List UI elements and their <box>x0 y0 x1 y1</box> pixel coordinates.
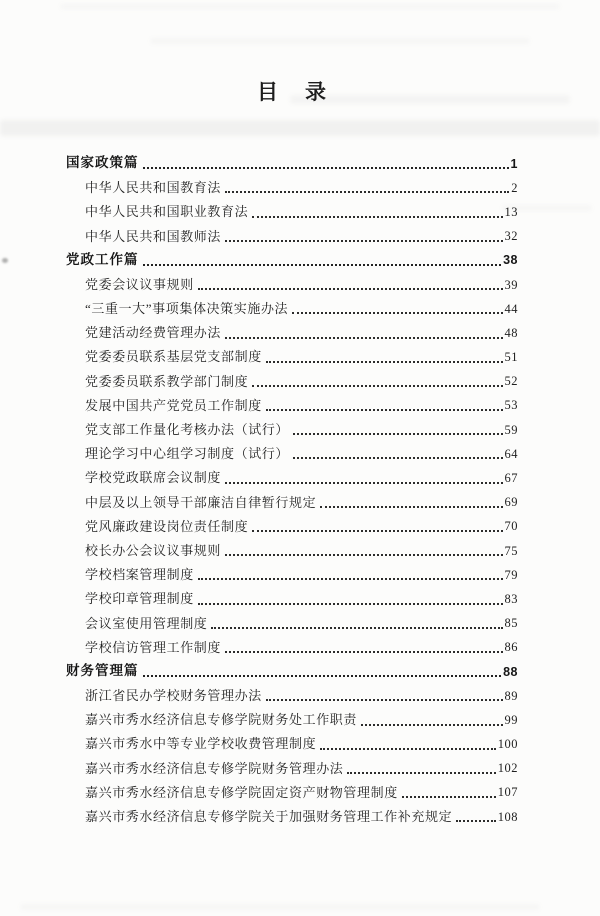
dot-leader <box>456 820 496 822</box>
toc-entry-label: 学校党政联席会议制度 <box>85 470 222 486</box>
dot-leader <box>402 796 496 798</box>
dot-leader <box>143 675 502 677</box>
dot-leader <box>252 385 502 387</box>
toc-entry-label: 党委委员联系基层党支部制度 <box>85 349 262 365</box>
dot-leader <box>225 191 509 193</box>
toc-entry-label: 校长办公会议议事规则 <box>85 542 222 558</box>
toc-row <box>66 438 518 462</box>
toc-row <box>66 342 518 366</box>
toc-entry-page: 32 <box>504 229 518 244</box>
toc-row <box>66 680 518 704</box>
toc-entry-label: 浙江省民办学校财务管理办法 <box>85 688 262 704</box>
dot-leader <box>225 651 502 653</box>
scan-noise <box>150 38 530 44</box>
dot-leader <box>143 264 502 266</box>
dot-leader <box>143 167 509 169</box>
toc-entry-page: 48 <box>504 325 518 340</box>
toc-row <box>66 583 518 607</box>
toc-entry-label: 理论学习中心组学习制度（试行） <box>85 446 290 462</box>
dot-leader <box>225 337 502 339</box>
toc-row <box>66 414 518 438</box>
dot-leader <box>252 216 502 218</box>
dot-leader <box>225 482 502 484</box>
toc-entry-label: 会议室使用管理制度 <box>85 615 208 631</box>
toc-entry-page: 85 <box>504 616 518 631</box>
toc-entry-page: 89 <box>504 688 518 703</box>
toc-entry-label: 国家政策篇 <box>66 155 139 171</box>
dot-leader <box>266 409 503 411</box>
toc-entry-page: 79 <box>504 567 518 582</box>
dot-leader <box>320 506 502 508</box>
toc-entry-page: 70 <box>504 519 518 534</box>
toc-entry-page: 44 <box>504 301 518 316</box>
toc-entry-label: 党委会议议事规则 <box>85 276 194 292</box>
toc-row <box>66 245 518 269</box>
toc-row <box>66 535 518 559</box>
toc-row <box>66 608 518 632</box>
toc-entry-page: 59 <box>504 422 518 437</box>
toc-entry-page: 88 <box>503 664 518 679</box>
toc-entry-label: 学校信访管理工作制度 <box>85 639 222 655</box>
scan-noise <box>60 4 560 9</box>
toc-entry-page: 83 <box>504 591 518 606</box>
toc-entry-label: 党风廉政建设岗位责任制度 <box>85 518 249 534</box>
toc-entry-label: 学校档案管理制度 <box>85 567 194 583</box>
dot-leader <box>361 724 502 726</box>
toc-entry-page: 100 <box>497 737 518 752</box>
toc-row <box>66 462 518 486</box>
toc-entry-label: 中层及以上领导干部廉洁自律暂行规定 <box>85 494 317 510</box>
dot-leader <box>252 530 502 532</box>
toc-entry-page: 38 <box>503 253 518 268</box>
toc-entry-page: 51 <box>504 350 518 365</box>
toc-entry-label: 学校印章管理制度 <box>85 591 194 607</box>
dot-leader <box>211 627 502 629</box>
toc-row <box>66 632 518 656</box>
toc-row <box>66 196 518 220</box>
toc-entry-label: 嘉兴市秀水经济信息专修学院关于加强财务管理工作补充规定 <box>85 809 453 824</box>
toc-row <box>66 317 518 341</box>
toc-entry-label: 嘉兴市秀水经济信息专修学院财务管理办法 <box>85 760 344 776</box>
toc-row <box>66 269 518 293</box>
dot-leader <box>198 288 503 290</box>
toc-entry-label: 嘉兴市秀水中等专业学校收费管理制度 <box>85 736 317 752</box>
toc-entry-page: 108 <box>497 809 518 824</box>
dot-leader <box>320 748 496 750</box>
toc-entry-label: 党支部工作量化考核办法（试行） <box>85 422 290 437</box>
toc-row <box>66 148 518 172</box>
dot-leader <box>293 433 502 435</box>
toc-entry-page: 86 <box>504 640 518 655</box>
toc-row <box>66 753 518 777</box>
dot-leader <box>292 312 502 314</box>
dot-leader <box>225 240 502 242</box>
toc-entry-page: 39 <box>504 277 518 292</box>
dot-leader <box>198 578 503 580</box>
toc-row <box>66 777 518 801</box>
toc-row <box>66 390 518 414</box>
toc-entry-label: 嘉兴市秀水经济信息专修学院财务处工作职责 <box>85 712 358 728</box>
toc-entry-page: 64 <box>504 446 518 461</box>
toc-entry-page: 99 <box>504 712 518 727</box>
toc-row <box>66 511 518 535</box>
toc-row <box>66 801 518 825</box>
toc-entry-label: 中华人民共和国教育法 <box>85 180 222 196</box>
toc-entry-label: 党委委员联系教学部门制度 <box>85 373 249 389</box>
toc-list <box>66 148 518 825</box>
dot-leader <box>225 554 502 556</box>
scan-noise <box>0 120 600 136</box>
toc-entry-page: 52 <box>504 374 518 389</box>
toc-row <box>66 656 518 680</box>
dot-leader <box>347 772 495 774</box>
toc-entry-page: 102 <box>497 761 518 776</box>
dot-leader <box>266 361 503 363</box>
toc-entry-page: 53 <box>504 398 518 413</box>
scan-speck <box>2 258 8 263</box>
toc-entry-page: 75 <box>504 543 518 558</box>
dot-leader <box>293 457 502 459</box>
toc-entry-page: 69 <box>504 495 518 510</box>
toc-entry-page: 107 <box>497 785 518 800</box>
toc-entry-page: 2 <box>511 180 518 195</box>
toc-entry-label: 中华人民共和国职业教育法 <box>85 204 249 220</box>
toc-entry-label: 发展中国共产党党员工作制度 <box>85 397 262 413</box>
toc-entry-label: 中华人民共和国教师法 <box>85 228 222 244</box>
toc-entry-label: 财务管理篇 <box>66 663 139 679</box>
toc-row <box>66 221 518 245</box>
dot-leader <box>266 699 503 701</box>
dot-leader <box>198 603 503 605</box>
toc-row <box>66 366 518 390</box>
toc-row <box>66 559 518 583</box>
toc-entry-page: 13 <box>504 204 518 219</box>
toc-row <box>66 704 518 728</box>
scan-noise <box>20 904 540 910</box>
toc-row <box>66 487 518 511</box>
toc-entry-label: “三重一大”事项集体决策实施办法 <box>85 301 289 317</box>
toc-entry-label: 党建活动经费管理办法 <box>85 325 222 341</box>
page-title: 目 录 <box>257 80 329 104</box>
toc-row <box>66 172 518 196</box>
toc-row <box>66 729 518 753</box>
toc-entry-page: 67 <box>504 471 518 485</box>
toc-entry-label: 嘉兴市秀水经济信息专修学院固定资产财物管理制度 <box>85 784 398 800</box>
toc-entry-page: 1 <box>510 156 518 171</box>
toc-entry-label: 党政工作篇 <box>66 252 139 268</box>
toc-row <box>66 293 518 317</box>
